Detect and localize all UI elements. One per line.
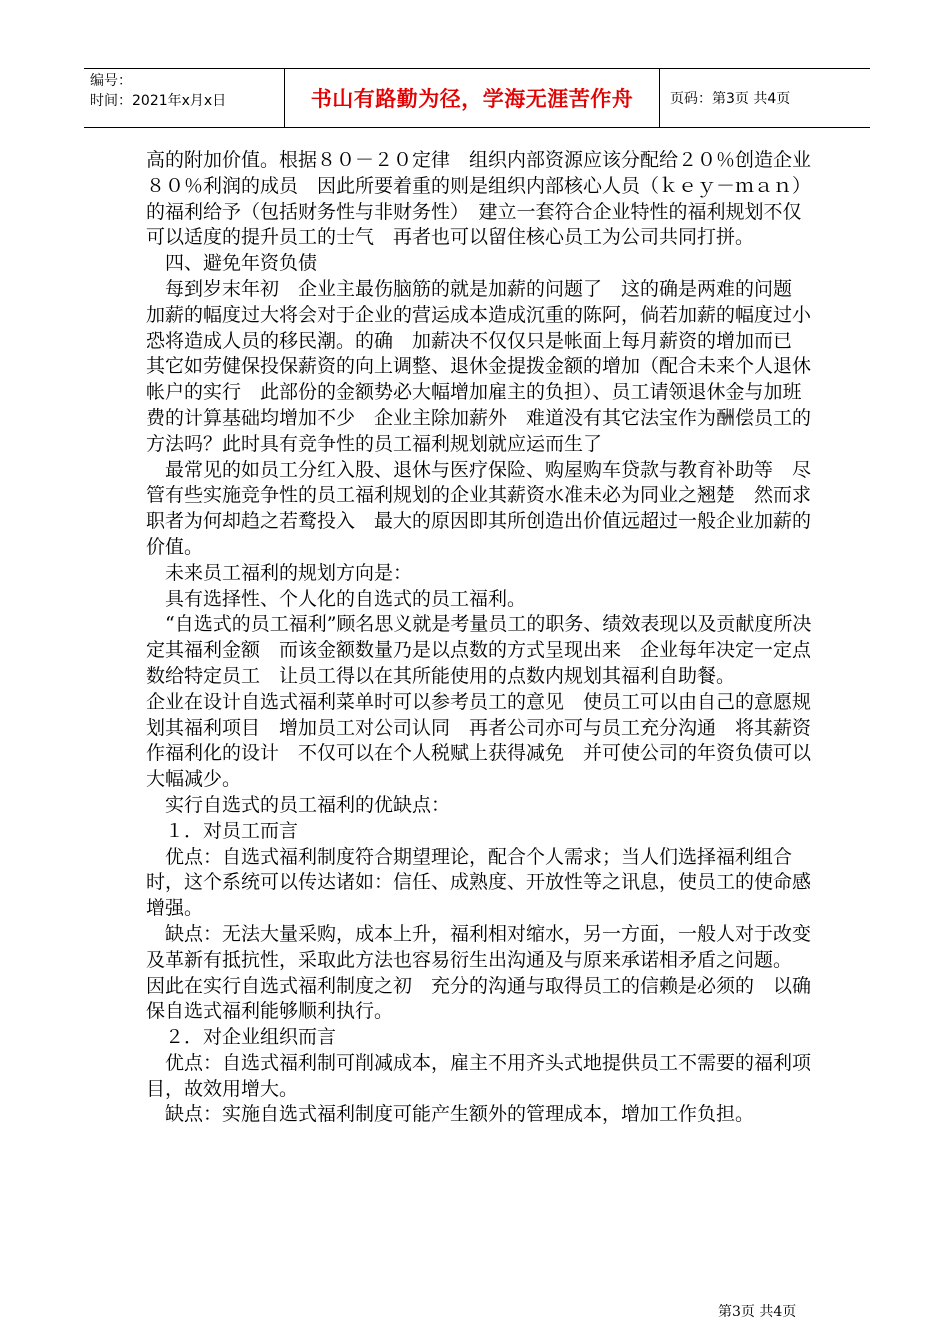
section-heading: 四、避免年资负债 <box>146 252 318 275</box>
page-footer: 第3页 共4页 <box>718 1304 797 1320</box>
paragraph: 优点：自选式福利制度符合期望理论，配合个人需求；当人们选择福利组合时，这个系统可以传达诸如：信任、成熟度、开放性等之讯息，使员工的使命感增强。 <box>146 845 812 920</box>
paragraph: “自选式的员工福利”顾名思义就是考量员工的职务、绩效表现以及贡献度所决定其福利金额 而该金额数量乃是以点数的方式呈现出来 企业每年决定一定点数给特定员工 让员工得以在其所能使用的点数内规划其福利自助餐。 <box>146 613 812 687</box>
paragraph: 企业在设计自选式福利菜单时可以参考员工的意见 使员工可以由自己的意愿规划其福利项目 增加员工对公司认同 再者公司亦可与员工充分沟通 将其薪资作福利化的设计 不仅可以在个人税赋上获得减免 并可使公司的年资负债可以大幅减少。 <box>146 690 812 791</box>
list-heading: ２．对企业组织而言 <box>146 1026 337 1049</box>
paragraph: 具有选择性、个人化的自选式的员工福利。 <box>146 587 527 610</box>
document-body <box>146 148 831 1128</box>
paragraph: 每到岁末年初 企业主最伤脑筋的就是加薪的问题了 这的确是两难的问题 加薪的幅度过大将会对于企业的营运成本造成沉重的陈阿，倘若加薪的幅度过小 恐将造成人员的移民潮。的确 加薪决不仅仅只是帐面上每月薪资的增加而已 其它如劳健保投保薪资的向上调整、退休金提拨金额的增加（配合未来个人退休帐户的实行 此部份的金额势必大幅增加雇主的负担）、员工请领退休金与加班费的计算基础均增加不少 企业主除加薪外 难道没有其它法宝作为酬偿员工的方法吗？此时具有竞争性的员工福利规划就应运而生了 <box>146 277 831 455</box>
paragraph: 实行自选式的员工福利的优缺点： <box>146 793 451 816</box>
document-date-label: 时间：2021年x月x日 <box>90 93 227 109</box>
paragraph: 缺点：无法大量采购，成本上升，福利相对缩水，另一方面，一般人对于改变及革新有抵抗性，采取此方法也容易衍生出沟通及与原来承诺相矛盾之问题。 <box>146 922 812 971</box>
paragraph: 缺点：实施自选式福利制度可能产生额外的管理成本，增加工作负担。 <box>146 1103 755 1126</box>
paragraph: 因此在实行自选式福利制度之初 充分的沟通与取得员工的信赖是必须的 以确保自选式福利能够顺利执行。 <box>146 974 812 1023</box>
page-header <box>84 68 870 128</box>
document-number-label: 编号： <box>90 73 132 89</box>
header-motto: 书山有路勤为径，学海无涯苦作舟 <box>285 69 660 128</box>
paragraph: 最常见的如员工分红入股、退休与医疗保险、购屋购车贷款与教育补助等 尽管有些实施竞争性的员工福利规划的企业其薪资水准未必为同业之翘楚 然而求职者为何却趋之若鹜投入 最大的原因即其所创造出价值远超过一般企业加薪的价值。 <box>146 458 812 558</box>
paragraph: 高的附加价值。根据８０－２０定律 组织内部资源应该分配给２０％创造企业８０％利润的成员 因此所要着重的则是组织内部核心人员（ｋｅｙ－ｍａｎ）的福利给予（包括财务性与非财务性） 建立一套符合企业特性的福利规划不仅可以适度的提升员工的士气 再者也可以留住核心员工为公司共同打拼。 <box>146 149 812 249</box>
paragraph: 未来员工福利的规划方向是： <box>146 561 413 584</box>
header-meta <box>84 69 285 128</box>
paragraph: 优点：自选式福利制可削减成本，雇主不用齐头式地提供员工不需要的福利项目，故效用增大。 <box>146 1051 812 1100</box>
header-page-code: 页码：第3页 共4页 <box>660 69 871 128</box>
list-heading: １．对员工而言 <box>146 819 299 842</box>
